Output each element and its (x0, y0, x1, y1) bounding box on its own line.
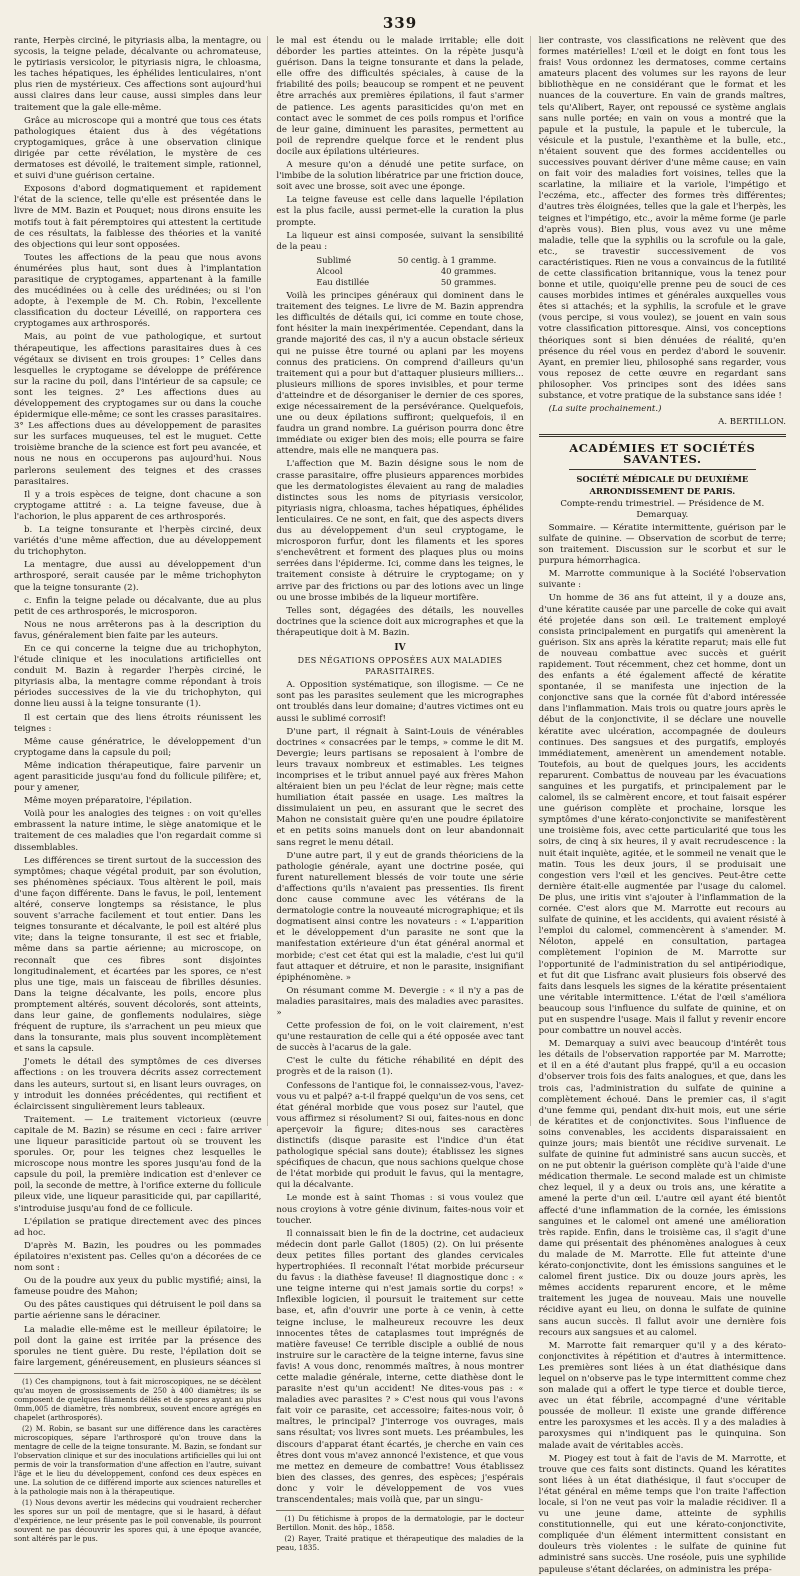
formula-ingredient: Sublimé (316, 254, 352, 265)
formula-dose: 50 grammes. (440, 276, 497, 287)
paragraph: Un homme de 36 ans fut atteint, il y a douze ans, d'une kératite causée par une parcelle de coke qui avait été projetée dans son œil. Le traitement employé consista principalement en purgatifs qui amenèrent la guérison. Six ans après la kératite reparut; mais elle fut de nouveau combattue avec succès et guérit rapidement. Tout récemment, chez cet homme, dont un des enfants a été également affecté de kératite spontanée, il se manifesta une injection de la conjonctive sans que la cornée fût d'abord intéressée dans l'inflammation. Mais trois ou quatre jours après le début de la conjonctivite, il se déclare une nouvelle kératite avec ulcération, accompagnée de douleurs continues. Des sangsues et des purgatifs, employés immédiatement, amenèrent un amendement notable. Toutefois, au bout de quelques jours, les accidents reparurent. Combattus de nouveau par les évacuations sanguines et les purgatifs, et principalement par le calomel, ils se calmèrent encore, et tout faisait espérer une guérison complète et prochaine, lorsque les symptômes d'une kérato-conjonctivite se manifestèrent une troisième fois, avec cette particularité que tous les soirs, de cinq à six heures, il y avait recrudescence : la nuit était inquiète, agitée, et le sommeil ne venait que le matin. Tous les deux jours, il se produisait une congestion vers l'œil et les gencives. Peut-être cette dernière était-elle augmentée par l'usage du calomel. De plus, une iritis vint s'ajouter à l'inflammation de la cornée. C'est alors que M. Marrotte eut recours au sulfate de quinine, et les accidents, qui avaient résisté à l'emploi du calomel, commencèrent à s'amender. M. Néloton, appelé en consultation, partagea complètement l'opinion de M. Marrotte sur l'opportunité de l'administration du sel antipériodique, et fut dit que Lisfranc avait plusieurs fois observé des faits dans lesquels les signes de la kératite présentaient une véritable intermittence. L'état de l'œil s'améliora beaucoup sous l'influence du sulfate de quinine, et on put en suspendre l'usage. Mais il fallut y revenir encore pour combattre un nouvel accès. (538, 593, 786, 1037)
footnote: (2) Rayer, Traité pratique et thérapeutique des maladies de la peau, 1835. (276, 1534, 524, 1553)
paragraph: Exposons d'abord dogmatiquement et rapidement l'état de la science, telle qu'elle est présentée dans le livre de MM. Bazin et Pouquet; nous dirons ensuite les motifs tout à fait péremptoires qui attestent la certitude de ces résultats, la faiblesse des théories et la vanité des objections qui leur sont opposées. (14, 184, 262, 250)
paragraph: On résumant comme M. Devergie : « il n'y a pas de maladies parasitaires, mais des maladies avec parasites. » (276, 985, 524, 1018)
paragraph: C'est le culte du fétiche réhabilité en dépit des progrès et de la raison (1). (276, 1056, 524, 1078)
paragraph: L'affection que M. Bazin désigne sous le nom de crasse parasitaire, offre plusieurs apparences morbides que les dermatologistes élevaient au rang de maladies distinctes sous les noms de pityriasis versicolor, pityriasis nigra, chloasma, taches hépatiques, éphélides lenticulaires. Ce ne sont, en fait, que des aspects divers dus au développement d'un seul cryptogame, le microsporon furfur, dont les filaments et les spores s'enchevêtrent et forment des plaques plus ou moins serrées dans l'épiderme. Ici, comme dans les teignes, le traitement consiste à détruire le cryptogame; on y arrive par des frictions ou par des lotions avec un linge ou une brosse imbibés de la liqueur mortifère. (276, 459, 524, 603)
footnote: (2) M. Robin, se basant sur une différence dans les caractères microscopiques, sépare l'arthrosporé qu'on trouve dans la mentagre de celle de la teigne tonsurante. M. Bazin, se fondant sur l'observation clinique et sur des inoculations artificielles qui lui ont permis de voir la transformation d'une affection en l'autre, suivant l'âge et le lieu du développement, confond ces deux espèces en une. La solution de ce différend importe aux sciences naturelles et à la pathologie mais non à la thérapeutique. (14, 1423, 262, 1496)
section-title: ACADÉMIES ET SOCIÉTÉS SAVANTES. (569, 441, 756, 467)
paragraph: Même indication thérapeutique, faire parvenir un agent parasiticide jusqu'au fond du follicule pilifère; et, pour y amener, (14, 760, 262, 794)
formula (316, 255, 523, 288)
formula-row (316, 255, 496, 266)
paragraph: En ce qui concerne la teigne due au trichophyton, l'étude clinique et les inoculations artificielles ont conduit M. Bazin à regarder l'herpès circiné, le pityriasis alba, la mentagre comme répondant à trois périodes successives de la vie du trichophyton, qui donne lieu aussi à la teigne tonsurante (1). (14, 643, 262, 710)
paragraph: D'après M. Bazin, les poudres ou les pommades épilatoires n'existent pas. Celles qu'on a décorées de ce nom sont : (14, 1240, 262, 1274)
paragraph: c. Enfin la teigne pelade ou décalvante, due au plus petit de ces arthrosporés, le microsporon. (14, 595, 262, 617)
paragraph: Il est certain que des liens étroits réunissent les teignes : (14, 712, 262, 734)
summary: Sommaire. — Kératite intermittente, guérison par le sulfate de quinine. — Observation de scorbut de terre; son traitement. Discussion sur le scorbut et sur le purpura hémorrhagica. (538, 522, 786, 567)
paragraph: L'épilation se pratique directement avec des pinces ad hoc. (14, 1216, 262, 1238)
paragraph: La liqueur est ainsi composée, suivant la sensibilité de la peau : (276, 230, 524, 252)
paragraph: Le monde est à saint Thomas : si vous voulez que nous croyions à votre génie divinum, faites-nous voir et toucher. (276, 1193, 524, 1226)
paragraph: Ou des pâtes caustiques qui détruisent le poil dans sa partie aérienne sans le déraciner. (14, 1300, 262, 1322)
paragraph: La teigne faveuse est celle dans laquelle l'épilation est la plus facile, aussi permet-elle la curation la plus prompte. (276, 195, 524, 228)
paragraph: Les différences se tirent surtout de la succession des symptômes; chaque végétal produit, par son évolution, ses phénomènes spéciaux. Tous altèrent le poil, mais d'une façon différente. Dans le favus, le poil, lentement altéré, conserve longtemps sa résistance, le plus souvent s'arrache facilement et tout entier. Dans les teignes tonsurante et décalvante, le poil est altéré plus vite; dans la teigne tonsurante, il est sec et friable, même dans sa partie aérienne; au microscope, on reconnaît que ces fibres sont disjointes longitudinalement, et écartées par les spores, ce n'est plus une tige, mais un faisceau de fibrilles désunies. Dans la teigne décalvante, les poils, encore plus promptement altérés, souvent décolorés, sont atteints, dans leur gaine, de gonflements nodulaires, siège fréquent de rupture, ils s'arrachent un peu mieux que dans la tonsurante, mais plus souvent incomplètement et sans la capsule. (14, 855, 262, 1055)
column-3 (538, 36, 786, 1575)
paragraph: Même moyen préparatoire, l'épilation. (24, 796, 192, 807)
formula-dose: 50 centig. à 1 gramme. (397, 254, 497, 265)
paragraph: M. Marrotte communique à la Société l'observation suivante : (538, 569, 786, 591)
to-be-continued: (La suite prochainement.) (548, 404, 662, 415)
formula-ingredient: Alcool (316, 265, 343, 276)
column-2 (276, 36, 530, 1553)
footnote: (1) Du fétichisme à propos de la dermatologie, par le docteur Bertillon. Monit. des hôp., 1858. (276, 1514, 524, 1533)
paragraph: Telles sont, dégagées des détails, les nouvelles doctrines que la science doit aux micrographes et que la thérapeutique doit à M. Bazin. (276, 605, 524, 638)
page-number: 339 (382, 14, 418, 32)
section-divider (539, 434, 786, 437)
author-signature: A. BERTILLON. (718, 417, 786, 428)
chapter-title: DES NÉGATIONS OPPOSÉES AUX MALADIES PARASITAIRES. (297, 656, 503, 677)
paragraph: D'une autre part, il y eut de grands théoriciens de la pathologie générale, ayant une doctrine posée, qui furent naturellement blessés de voir toute une série d'affections qu'ils n'avaient pas pressenties. Ils firent donc cause commune avec les vétérans de la dermatologie contre la nouveauté micrographique; et ils dogmatisent ainsi contre les novateurs : « L'apparition et le développement d'un parasite ne sont que la manifestation extérieure d'un état général anormal et morbide; c'est cet état qui est la maladie, c'est lui qu'il faut attaquer et détruire, et non le parasite, insignifiant épiphénomène. » (276, 850, 524, 983)
paragraph: Confessons de l'antique foi, le connaissez-vous, l'avez-vous vu et palpé? a-t-il frappé quelqu'un de vos sens, cet état général morbide que vous posez sur l'autel, que vous affirmez si résolument? Si oui, faites-nous en donc aperçevoir la figure; dites-nous ses caractères distinctifs (disque parasite est l'indice d'un état pathologique spécial sans doute); établissez les signes spécifiques de chacun, que nous sachions quelque chose de l'état morbide qui produit le favus, qui la mentagre, qui la décalvante. (276, 1080, 524, 1191)
footnote: (1) Ces champignons, tout à fait microscopiques, ne se décèlent qu'au moyen de grossissements de 250 à 400 diamètres; ils se composent de quelques filaments déliés et de spores ayant au plus 0mm,005 de diamètre, très nombreux, souvent encore agrégés en chapelet (arthrosporés). (14, 1376, 262, 1422)
paragraph: Ou de la poudre aux yeux du public mystifié; ainsi, la fameuse poudre des Mahon; (14, 1276, 262, 1298)
formula-dose: 40 grammes. (440, 265, 497, 276)
society-title: SOCIÉTÉ MÉDICALE DU DEUXIÈME ARRONDISSEMENT DE PARIS. (576, 474, 749, 496)
paragraph: M. Piogey est tout à fait de l'avis de M. Marrotte, et trouve que ces faits sont distincts. Quand les kératites sont liées à un état diathésique, il faut s'occuper de l'état général en même temps que l'on traite l'affection locale, si l'on ne veut pas voir la maladie récidiver. Il a vu une jeune dame, atteinte de syphilis constitutionnelle, qui eut une kérato-conjonctivite, compliquée d'un élément intermittent consistant en douleurs très violentes : le sulfate de quinine fut administré sans succès. Une roséole, puis une syphilide papuleuse s'étant déclarées, on administra les prépa- (538, 1453, 786, 1575)
paragraph: Il connaissait bien le fin de la doctrine, cet audacieux médecin dont parle Gallot (1805) (2). On lui présente deux petites filles portant des glandes cervicales hypertrophiées. Il reconnaît l'état morbide précurseur du favus : la diathèse faveuse! Il diagnostique donc : « une teigne interne qui n'est jamais sortie du corps! » Inflexible logicien, il poursuit le traitement sur cette base, et, afin d'ouvrir une porte à ce venin, à cette teigne incluse, le malheureux recouvre les deux innocentes têtes de cataplasmes tout imprégnés de matière faveuse! Ce terrible disciple a oublié de nous instruire sur le caractère de la teigne interne, favus sine favis! A vous donc, renommés maîtres, à nous montrer cette maladie générale, interne, cette diathèse dont le parasite n'est qu'un accident! Ne dites-vous pas : « maladies avec parasites ? » C'est nous qui vous l'avons fait voir ce parasite, cet accessoire; faites-nous voir, ô maîtres, le principal? J'interroge vos ouvrages, mais sans résultat; vos livres sont muets. Les préambules, les discours d'apparat étant écartés, je cherche en vain ces êtres dont vous m'avez annoncé l'existence, et que vous me mettez en demeure de combattre! Vous établissez bien des classes, des genres, des espèces; j'espérais donc y voir le développement de vos vues transcendentales; mais voilà que, par un singu- (276, 1228, 524, 1505)
paragraph: La maladie elle-même est le meilleur épilatoire; le poil dont la gaine est irritée par la présence des sporules ne tient guère. Du reste, l'épilation doit se faire largement, généreusement, en plusieurs séances si (14, 1324, 262, 1368)
column-1 (14, 36, 268, 1543)
paragraph: A. Opposition systématique, son illogisme. — Ce ne sont pas les parasites seulement que les micrographes ont troublés dans leur domaine; d'autres victimes ont eu aussi le sublimé corrosif! (276, 680, 524, 724)
article-columns (14, 36, 786, 1575)
paragraph: Même cause génératrice, le développement d'un cryptogame dans la capsule du poil; (14, 736, 262, 758)
formula-row (316, 266, 496, 277)
paragraph: Toutes les affections de la peau que nous avons énumérées plus haut, sont dues à l'implantation parasitique de cryptogames, appartenant à la famille des mucédinées ou à celle des urédinées; ou si l'on adopte, à l'exemple de M. Ch. Robin, l'excellente classification du docteur Léveillé, on rapportera ces cryptogames aux arthrosporés. (14, 252, 262, 330)
paragraph: Cette profession de foi, on le voit clairement, n'est qu'une restauration de celle qui a été opposée avec tant de succès à l'acarus de la gale. (276, 1021, 524, 1054)
paragraph: La mentagre, due aussi au développement d'un arthrosporé, serait causée par le même trichophyton que la teigne tonsurante (2). (14, 560, 262, 593)
paragraph: M. Marrotte fait remarquer qu'il y a des kérato-conjonctivites à répétition et d'autres à intermittence. Les premières sont liées à un état diathésique dans lequel on n'observe pas le type intermittent comme chez son malade qui a offert le type tierce et double tierce, avec un état fébrile, accompagné d'une véritable poussée de molleur. Il existe une grande différence entre les paroxysmes et les accès. Il y a des maladies à paroxysmes qui n'indiquent pas le quinquina. Son malade avait de véritables accès. (538, 1340, 786, 1451)
paragraph: Nous ne nous arrêterons pas à la description du favus, généralement bien faite par les auteurs. (14, 619, 262, 641)
paragraph: Il y a trois espèces de teigne, dont chacune a son cryptogame attitré : a. La teigne faveuse, due à l'achorion, le plus apparent de ces arthrosporés. (14, 489, 262, 522)
society-subtitle: Compte-rendu trimestriel. — Présidence de M. Demarquay. (560, 498, 765, 520)
paragraph: M. Demarquay a suivi avec beaucoup d'intérêt tous les détails de l'observation rapportée par M. Marrotte; et il en a été d'autant plus frappé, qu'il a eu occasion d'observer trois fois des faits analogues, et que, dans les trois cas, l'administration du sulfate de quinine a complètement échoué. Dans le premier cas, il s'agit d'une femme qui, pendant dix-huit mois, eut une série de kératites et de conjonctivites. Sous l'influence de soins convenables, les accidents disparaissaient en quinze jours; mais bientôt une récidive survenait. Le sulfate de quinine fut administré sans aucun succès, et on ne put obtenir la guérison complète qu'à l'aide d'une médication thermale. Le second malade est un chimiste chez lequel, il y a deux ou trois ans, une kératite a amené la perte d'un œil. L'autre œil ayant été bientôt affecté d'une inflammation de la cornée, les émissions sanguines et le calomel ont amené une amélioration très rapide. Enfin, dans le troisième cas, il s'agit d'une dame qui présentait des phénomènes analogues à ceux du malade de M. Marrotte. Elle fut atteinte d'une kérato-conjonctivite, dont les émissions sanguines et le calomel firent justice. Dix ou douze jours après, les mêmes accidents reparurent encore, et le même traitement les jugea de nouveau. Mais une nouvelle récidive ayant eu lieu, on donna le sulfate de quinine sans aucun succès. Il fallut avoir une dernière fois recours aux sangsues et au calomel. (538, 1039, 786, 1338)
paragraph: le mal est étendu ou le malade irritable; elle doit déborder les parties atteintes. On la répète jusqu'à guérison. Dans la teigne tonsurante et dans la pelade, elle offre des difficultés spéciales, à cause de la friabilité des poils; beaucoup se rompent et ne peuvent être arrachés aux premières épilations, il faut s'armer de patience. Les agents parasiticides qu'on met en contact avec le sommet de ces poils rompus et l'orifice de leur gaine, diminuent les parasites, permettent au poil de reprendre quelque force et le rendent plus docile aux épilations ultérieures. (276, 36, 524, 157)
chapter-number: IV (394, 642, 406, 653)
formula-row (316, 277, 496, 288)
paragraph: Voilà pour les analogies des teignes : on voit qu'elles embrassent la nature intime, le siège anatomique et le traitement de ces maladies que l'on regardait comme si dissemblables. (14, 809, 262, 853)
paragraph: lier contraste, vos classifications ne relèvent que des formes matérielles! L'œil et le doigt en font tous les frais! Vous ordonnez les dermatoses, comme certains amateurs placent des volumes sur les rayons de leur bibliothèque en ne considérant que le format et les nuances de la couverture. En vain de grands maîtres, tels qu'Alibert, Rayer, ont repoussé ce système anglais sans nulle portée; en vain on vous a montré que la papule et la pustule, la papule et le tubercule, la vésicule et la pustule, l'exanthème et la bulle, etc., n'étaient souvent que des formes accidentelles ou successives pouvant dériver d'une même cause; en vain on fait voir des maladies fort voisines, telles que la scarlatine, la miliaire et la variole, l'impétigo et l'eczéma, etc., affecter des formes très différentes; d'autres très éloignées, telles que la gale et l'herpès, les teignes et l'impétigo, etc., avoir la même forme (je parle d'après vous). Bien plus, vous avez vu une même maladie, telle que la syphilis ou la scrofule ou la gale, etc., se travestir successivement de vos caractéristiques. Rien ne vous a convaincus de la futilité de cette classification britannique, vous la tenez pour bonne et utile, quoiqu'elle prenne peu de souci de ces causes morbides intimes et générales auxquelles vous êtes si attachés; et la syphilis, la scrofule et le grave (vous percipe, si vous voulez), se jouent en vain sous votre classification pittoresque. Ainsi, vos conceptions théoriques sont si bien dénuées de réalité, qu'en présence du réel vous en perdez d'abord le souvenir. Ayant, en premier lieu, philosophé sans regarder, vous vous reposez de cette œuvre en regardant sans philosopher. Vos principes sont des idées sans substance, et votre pratique de la substance sans idée ! (538, 36, 786, 401)
paragraph: J'omets le détail des symptômes de ces diverses affections : on les trouvera décrits assez correctement dans les auteurs, surtout si, en lisant leurs ouvrages, on y introduit les données précédentes, qui rectifient et éclaircissent singulièrement leurs tableaux. (14, 1057, 262, 1112)
formula-ingredient: Eau distillée (316, 276, 370, 287)
paragraph: Grâce au microscope qui a montré que tous ces états pathologiques étaient dus à des végétations cryptogamiques, grâce à une observation clinique dirigée par cette révélation, le mystère de ces dermatoses est dévoilé, le traitement simple, rationnel, et suivi d'une guérison certaine. (14, 115, 262, 182)
paragraph: A mesure qu'on a dénudé une petite surface, on l'imbibe de la solution libératrice par une friction douce, soit avec une brosse, soit avec une éponge. (276, 160, 524, 193)
paragraph: b. La teigne tonsurante et l'herpès circiné, deux variétés d'une même affection, due au développement du trichophyton. (14, 525, 262, 558)
paragraph: rante, Herpès circiné, le pityriasis alba, la mentagre, ou sycosis, la teigne pelade, décalvante ou achromateuse, le pytiriasis versicolor, le pityriasis nigra, le chloasma, les taches hépatiques, les éphélides lenticulaires, n'ont plus rien de mystérieux. Ces affections sont aujourd'hui aussi claires dans leur cause, aussi simples dans leur traitement que la gale elle-même. (14, 36, 262, 113)
footnotes (14, 1373, 261, 1543)
footnote: (1) Nous devons avertir les médecins qui voudraient rechercher les spores sur un poil de mentagre, que si le hasard, à défaut d'expérience, ne leur présente pas le poil convenable, ils pourront souvent ne pas découvrir les spores qui, à une époque avancée, sont altérés par le pus. (14, 1497, 262, 1543)
paragraph: Voilà les principes généraux qui dominent dans le traitement des teignes. Le livre de M. Bazin apprendra les difficultés de détails qui, ici comme en toute chose, font hésiter la main inexpérimentée. Cependant, dans la grande majorité des cas, il n'y a aucun obstacle sérieux qui ne puisse être tourné ou aplani par les moyens connus des praticiens. On comprend d'ailleurs qu'un traitement qui a pour but d'attaquer plusieurs milliers... plusieurs millions de spores invisibles, et pour terme d'atteindre et de désorganiser le dernier de ces spores, exige nécessairement de la persévérance. Quelquefois, une ou deux épilations suffiront; quelquefois, il en faudra un grand nombre. La guérison pourra donc être immédiate ou exiger bien des mois; elle pourra se faire attendre, mais elle ne manquera pas. (276, 291, 524, 457)
title-rule (569, 469, 756, 470)
paragraph: Traitement. — Le traitement victorieux (œuvre capitale de M. Bazin) se résume en ceci : faire arriver une liqueur parasiticide partout où se trouvent les sporules. Or, pour les teignes chez lesquelles le microscope nous montre les spores jusqu'au fond de la capsule du poil, la première indication est d'enlever ce poil, la seconde de mettre, à l'orifice externe du follicule pileux vide, une liqueur parasiticide qui, par capillarité, s'introduise jusqu'au fond de ce follicule. (14, 1114, 262, 1214)
paragraph: Mais, au point de vue pathologique, et surtout thérapeutique, les affections parasitaires dues à ces végétaux se divisent en trois groupes: 1° Celles dans lesquelles le cryptogame se développe de préférence sur la racine du poil, dans l'intérieur de sa capsule; ce sont les teignes. 2° Les affections dues au développement des cryptogames sur ou dans la couche épidermique elle-même; ce sont les crasses parasitaires. 3° Les affections dues au développement de parasites sur les surfaces muqueuses, tel est le muguet. Cette troisième branche de la science est fort peu avancée, et nous ne nous en occuperons pas aujourd'hui. Nous parlerons seulement des teignes et des crasses parasitaires. (14, 332, 262, 487)
footnotes (276, 1510, 523, 1552)
paragraph: D'une part, il régnait à Saint-Louis de vénérables doctrines « consacrées par le temps, » comme le dit M. Devergie; leurs partisans se reposaient à l'ombre de leurs travaux nombreux et estimables. Les teignes incomprises et le tribut annuel payé aux frères Mahon altéraient bien un peu l'éclat de leur règne; mais cette humiliation était passée en usage. Les maîtres la dissimulaient un peu, en assurant que le secret des Mahon ne consistait guère qu'en une poudre épilatoire et en petits soins manuels dont on leur abandonnait sans regret le menu détail. (276, 726, 524, 848)
